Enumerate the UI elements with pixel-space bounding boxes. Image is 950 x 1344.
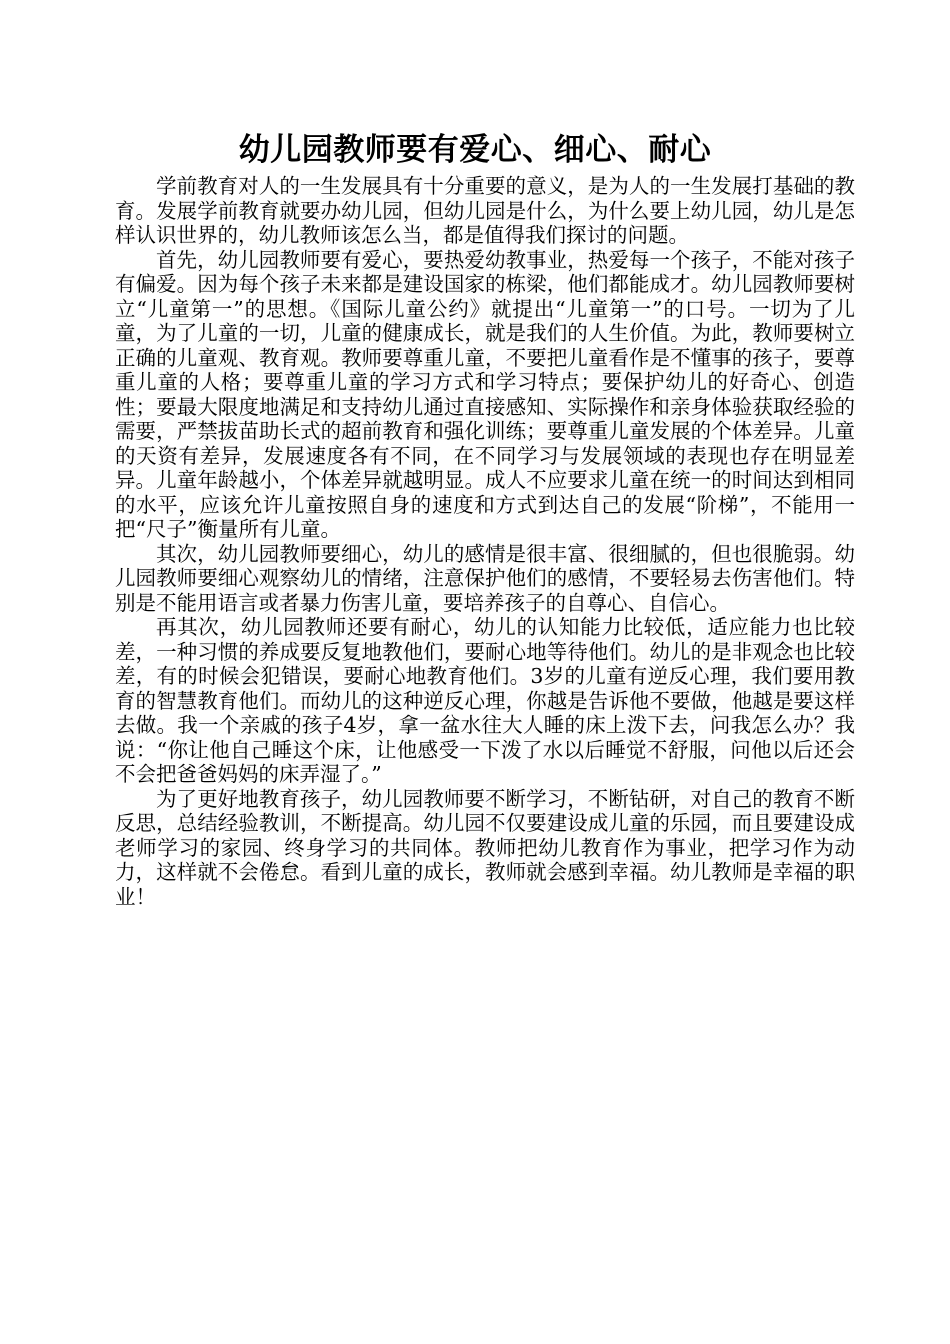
paragraph-love: 首先，幼儿园教师要有爱心，要热爱幼教事业，热爱每一个孩子，不能对孩子有偏爱。因为每个孩子未来都是建设国家的栋梁，他们都能成才。幼儿园教师要树立“儿童第一”的思想。《国际儿童公约》就提出“儿童第一”的口号。一切为了儿童，为了儿童的一切，儿童的健康成长，就是我们的人生价值。为此，教师要树立正确的儿童观、教育观。教师要尊重儿童，不要把儿童看作是不懂事的孩子，要尊重儿童的人格；要尊重儿童的学习方式和学习特点；要保护幼儿的好奇心、创造性；要最大限度地满足和支持幼儿通过直接感知、实际操作和亲身体验获取经验的需要，严禁拔苗助长式的超前教育和强化训练；要尊重儿童发展的个体差异。儿童的天资有差异，发展速度各有不同，在不同学习与发展领域的表现也存在明显差异。儿童年龄越小，个体差异就越明显。成人不应要求儿童在统一的时间达到相同的水平，应该允许儿童按照自身的速度和方式到达自己的发展“阶梯”，不能用一把“尺子”衡量所有儿童。 (115, 247, 855, 541)
paragraph-patience: 再其次，幼儿园教师还要有耐心，幼儿的认知能力比较低，适应能力也比较差，一种习惯的养成要反复地教他们，要耐心地等待他们。幼儿的是非观念也比较差，有的时候会犯错误，要耐心地教育他们。3岁的儿童有逆反心理，我们要用教育的智慧教育他们。而幼儿的这种逆反心理，你越是告诉他不要做，他越是要这样去做。我一个亲戚的孩子4岁，拿一盆水往大人睡的床上泼下去，问我怎么办？我说：“你让他自己睡这个床，让他感受一下泼了水以后睡觉不舒服，问他以后还会不会把爸爸妈妈的床弄湿了。” (115, 615, 855, 786)
paragraph-care: 其次，幼儿园教师要细心，幼儿的感情是很丰富、很细腻的，但也很脆弱。幼儿园教师要细心观察幼儿的情绪，注意保护他们的感情，不要轻易去伤害他们。特别是不能用语言或者暴力伤害儿童，要培养孩子的自尊心、自信心。 (115, 541, 855, 615)
document-body (115, 174, 855, 909)
document-title: 幼儿园教师要有爱心、细心、耐心 (238, 132, 712, 168)
paragraph-conclusion: 为了更好地教育孩子，幼儿园教师要不断学习，不断钻研，对自己的教育不断反思，总结经验教训，不断提高。幼儿园不仅要建设成儿童的乐园，而且要建设成老师学习的家园、终身学习的共同体。教师把幼儿教育作为事业，把学习作为动力，这样就不会倦怠。看到儿童的成长，教师就会感到幸福。幼儿教师是幸福的职业！ (115, 786, 855, 909)
paragraph-intro: 学前教育对人的一生发展具有十分重要的意义，是为人的一生发展打基础的教育。发展学前教育就要办幼儿园，但幼儿园是什么，为什么要上幼儿园，幼儿是怎样认识世界的，幼儿教师该怎么当，都是值得我们探讨的问题。 (115, 174, 855, 247)
